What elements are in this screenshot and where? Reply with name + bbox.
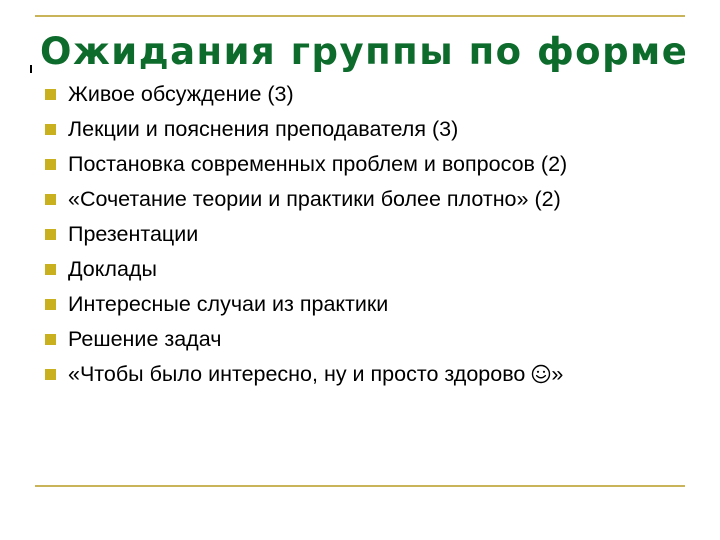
square-bullet-icon: [45, 334, 56, 345]
bullet-text: Доклады: [68, 257, 157, 281]
square-bullet-icon: [45, 194, 56, 205]
bullet-text: Постановка современных проблем и вопросов (2): [68, 152, 568, 176]
bullet-text: «Чтобы было интересно, ну и просто здорово: [68, 362, 532, 386]
square-bullet-icon: [45, 299, 56, 310]
bullet-list: [45, 80, 685, 395]
square-bullet-icon: [45, 124, 56, 135]
bullet-text: Презентации: [68, 222, 199, 246]
bullet-item: [45, 290, 685, 319]
bullet-text: Решение задач: [68, 327, 222, 351]
bullet-text: «Сочетание теории и практики более плотно» (2): [68, 187, 561, 211]
square-bullet-icon: [45, 369, 56, 380]
bullet-text: Лекции и пояснения преподавателя (3): [68, 117, 459, 141]
bullet-item: [45, 80, 685, 109]
bullet-text: Живое обсуждение (3): [68, 82, 294, 106]
bullet-item: [45, 150, 685, 179]
bullet-item: [45, 255, 685, 284]
bullet-text-tail: »: [551, 362, 564, 386]
square-bullet-icon: [45, 264, 56, 275]
square-bullet-icon: [45, 159, 56, 170]
smiley-face-icon: [531, 364, 551, 384]
square-bullet-icon: [45, 229, 56, 240]
bullet-item: [45, 115, 685, 144]
bullet-item: [45, 220, 685, 249]
square-bullet-icon: [45, 89, 56, 100]
bullet-item: [45, 325, 685, 354]
bullet-text: Интересные случаи из практики: [68, 292, 389, 316]
bullet-item: [45, 185, 685, 214]
bottom-divider: [35, 485, 685, 487]
top-divider: [35, 15, 685, 17]
title-tick-mark: [30, 65, 32, 73]
bullet-item: [45, 360, 685, 389]
slide-title: Ожидания группы по форме: [40, 30, 689, 73]
